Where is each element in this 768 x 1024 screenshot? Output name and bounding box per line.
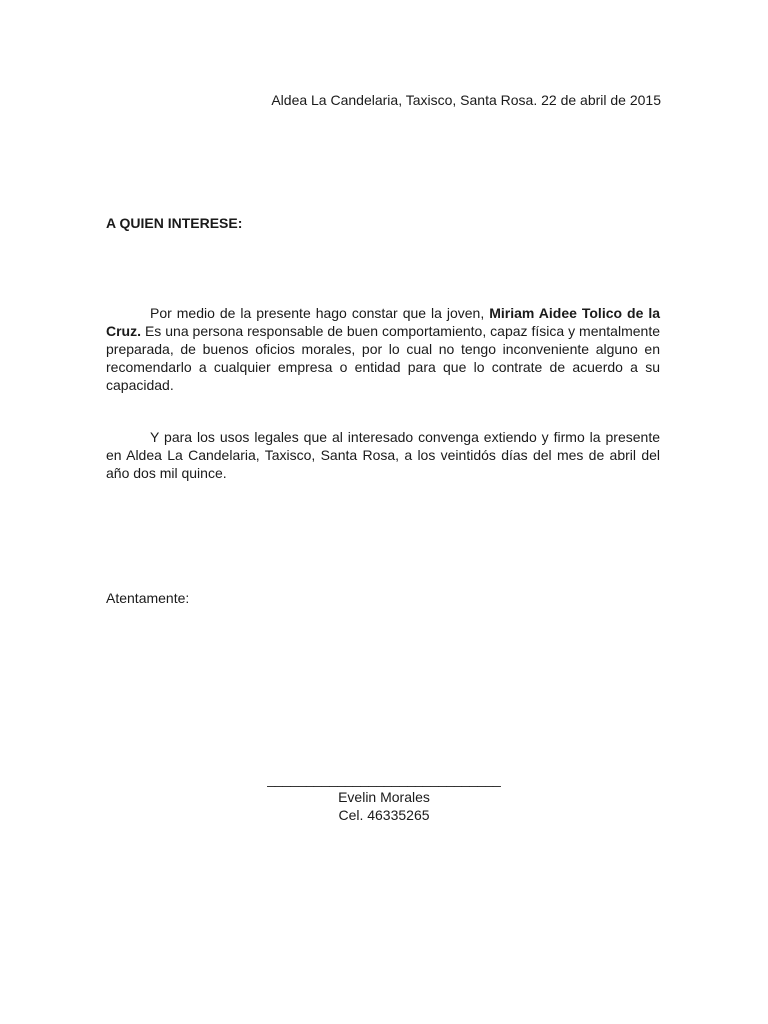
paragraph-legal-use [106, 428, 660, 482]
signer-phone: Cel. 46335265 [338, 807, 430, 823]
paragraph-legal-text: Y para los usos legales que al interesado convenga extiendo y firmo la presente en Aldea La Candelaria, Taxisco, Santa Rosa, a los veintidós días del mes de abril del año dos mil quince. [106, 429, 660, 481]
paragraph-rest-text: Es una persona responsable de buen comportamiento, capaz física y mentalmente preparada, de buenos oficios morales, por lo cual no tengo inconveniente alguno en recomendarlo a cualquier empresa o entidad para que lo contrate de acuerdo a su capacidad. [106, 323, 660, 393]
candidate-name: Miriam Aidee Tolico de la Cruz. [106, 305, 660, 339]
closing: Atentamente: [106, 590, 190, 606]
signature-block [234, 770, 534, 824]
date-line: Aldea La Candelaria, Taxisco, Santa Rosa. 22 de abril de 2015 [271, 92, 661, 108]
paragraph-lead-text: Por medio de la presente hago constar que la joven, [150, 305, 490, 321]
salutation: A QUIEN INTERESE: [106, 215, 243, 231]
paragraph-certification [106, 304, 660, 394]
signature-line: ______________________________ [267, 771, 501, 787]
signer-name: Evelin Morales [338, 789, 430, 805]
